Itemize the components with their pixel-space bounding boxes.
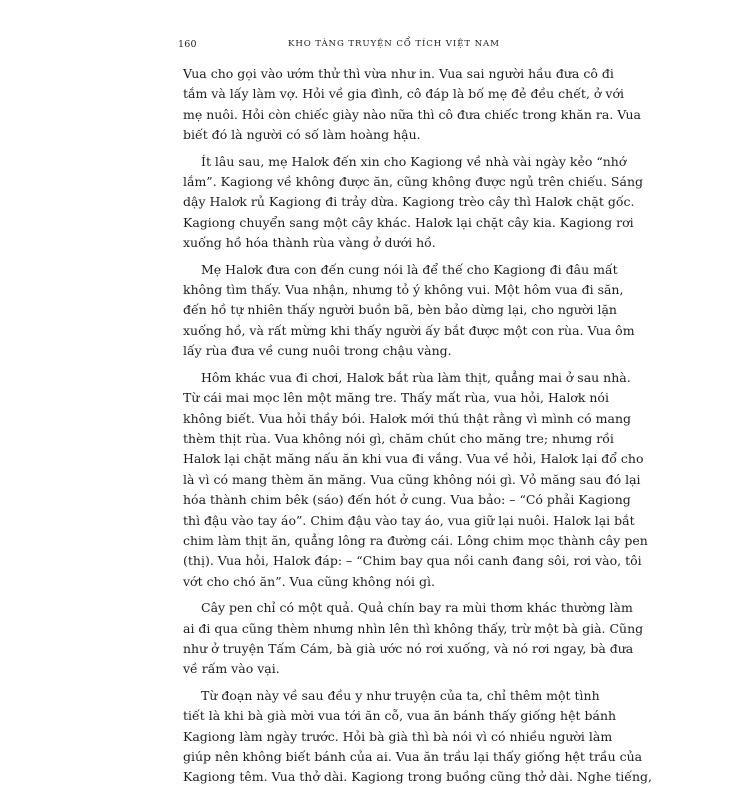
text-line: thì đậu vào tay áo”. Chim đậu vào tay áo, vua giữ lại nuôi. Halơk lại bắt: [183, 512, 635, 528]
text-line: xuống hồ, và rất mừng khi thấy người ấy bắt được một con rùa. Vua ôm: [183, 322, 635, 338]
text-line: chim làm thịt ăn, quẳng lông ra đường cái. Lông chim mọc thành cây pen: [183, 532, 648, 548]
text-line: Mẹ Halơk đưa con đến cung nói là để thế cho Kagiong đi đâu mất: [201, 261, 618, 277]
text-line: Từ cái mai mọc lên một măng tre. Thấy mất rùa, vua hỏi, Halơk nói: [183, 390, 609, 406]
text-line: hóa thành chim bêk (sáo) đến hót ở cung. Vua bảo: – “Có phải Kagiong: [183, 492, 631, 508]
paragraph: [183, 598, 644, 680]
page-header: [178, 39, 578, 53]
text-line: dậy Halơk rủ Kagiong đi trảy dừa. Kagiong trèo cây thì Halơk chặt gốc.: [183, 194, 635, 210]
paragraph: [183, 368, 648, 592]
text-line: Kagiong chuyển sang một cây khác. Halơk lại chặt cây kia. Kagiong rơi: [183, 214, 634, 230]
text-line: về rấm vào vại.: [183, 661, 280, 677]
paragraph: [183, 260, 635, 362]
text-line: Halơk lại chặt măng nấu ăn khi vua đi vắng. Vua về hỏi, Halơk lại đổ cho: [183, 451, 644, 467]
text-line: Ít lâu sau, mẹ Halơk đến xin cho Kagiong về nhà vài ngày kẻo “nhớ: [201, 153, 627, 169]
text-line: xuống hồ hóa thành rùa vàng ở dưới hồ.: [183, 235, 436, 251]
text-line: vớt cho chó ăn”. Vua cũng không nói gì.: [183, 573, 436, 589]
paragraph: [183, 686, 653, 788]
text-line: thèm thịt rùa. Vua không nói gì, chăm chút cho măng tre; nhưng rồi: [183, 430, 614, 446]
paragraph: [183, 152, 643, 254]
text-line: tắm và lấy làm vợ. Hỏi về gia đình, cô đáp là bố mẹ đẻ đều chết, ở với: [183, 86, 624, 102]
text-line: Hôm khác vua đi chơi, Halơk bắt rùa làm thịt, quẳng mai ở sau nhà.: [201, 369, 631, 385]
text-line: đến hồ tự nhiên thấy người buồn bã, bèn bảo dừng lại, cho người lặn: [183, 302, 617, 318]
text-line: không biết. Vua hỏi thầy bói. Halơk mới thú thật rằng vì mình có mang: [183, 410, 631, 426]
text-line: không tìm thấy. Vua nhận, nhưng tỏ ý không vui. Một hôm vua đi săn,: [183, 282, 624, 298]
text-line: biết đó là người có số làm hoàng hậu.: [183, 127, 421, 143]
page-number: 160: [178, 39, 197, 50]
text-line: như ở truyện Tấm Cám, bà già ước nó rơi xuống, và nó rơi ngay, bà đưa: [183, 640, 634, 656]
text-line: là vì có mang thèm ăn măng. Vua cũng không nói gì. Vỏ măng sau đó lại: [183, 471, 641, 487]
text-line: mẹ nuôi. Hỏi còn chiếc giày nào nữa thì cô đưa chiếc trong khăn ra. Vua: [183, 106, 641, 122]
text-line: Từ đoạn này về sau đều y như truyện của ta, chỉ thêm một tình: [201, 687, 600, 703]
page-body: [183, 64, 653, 794]
text-line: Vua cho gọi vào ướm thử thì vừa như in. Vua sai người hầu đưa cô đi: [183, 66, 614, 81]
text-line: lắm”. Kagiong về không được ăn, cũng không được ngủ trên chiếu. Sáng: [183, 174, 643, 190]
text-line: Kagiong têm. Vua thở dài. Kagiong trong buồng cũng thở dài. Nghe tiếng,: [183, 769, 653, 785]
text-line: tiết là khi bà già mời vua tới ăn cỗ, vua ăn bánh thấy giống hệt bánh: [183, 708, 617, 724]
paragraph: [183, 64, 641, 146]
text-line: lấy rùa đưa về cung nuôi trong chậu vàng.: [183, 343, 452, 359]
text-line: (thị). Vua hỏi, Halơk đáp: – “Chim bay qua nồi canh đang sôi, rơi vào, tôi: [183, 553, 642, 569]
text-line: ai đi qua cũng thèm nhưng nhìn lên thì không thấy, trừ một bà già. Cũng: [183, 620, 644, 636]
text-line: Kagiong làm ngày trước. Hỏi bà già thì bà nói vì có nhiều người làm: [183, 728, 613, 744]
text-line: giúp nên không biết bánh của ai. Vua ăn trầu lại thấy giống hệt trầu của: [183, 749, 643, 764]
text-line: Cây pen chỉ có một quả. Quả chín bay ra mùi thơm khác thường làm: [201, 600, 633, 616]
running-title: KHO TÀNG TRUYỆN CỔ TÍCH VIỆT NAM: [288, 39, 500, 49]
